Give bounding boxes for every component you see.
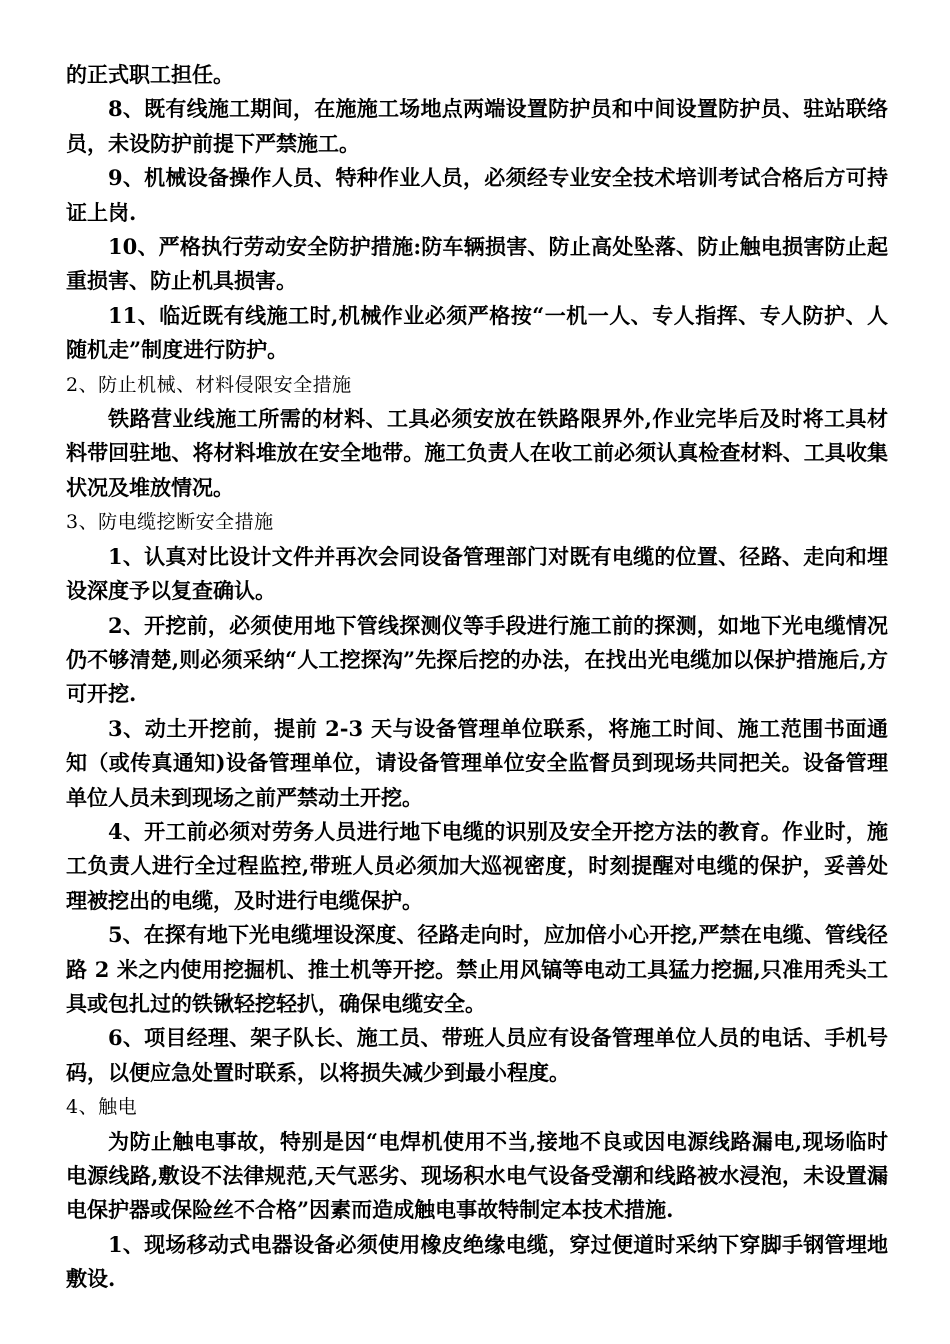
paragraph-cable-6: 6、项目经理、架子队长、施工员、带班人员应有设备管理单位人员的电话、手机号码，以便应急处置时联系，以将损失减少到最小程度。 — [66, 1025, 888, 1085]
paragraph-cable-1: 1、认真对比设计文件并再次会同设备管理部门对既有电缆的位置、径路、走向和埋设深度予以复查确认。 — [66, 543, 888, 604]
paragraph-electric-1: 1、现场移动式电器设备必须使用橡皮绝缘电缆，穿过便道时采纳下穿脚手钢管埋地敷设. — [66, 1231, 888, 1292]
section-heading-4: 4、触电 — [66, 1096, 138, 1119]
section-heading-2: 2、防止机械、材料侵限安全措施 — [66, 373, 352, 396]
paragraph-cable-4: 4、开工前必须对劳务人员进行地下电缆的识别及安全开挖方法的教育。作业时，施工负责人进行全过程监控,带班人员必须加大巡视密度，时刻提醒对电缆的保护，妥善处理被挖出的电缆，及时进行电缆保护。 — [66, 818, 888, 913]
paragraph-cable-5: 5、在探有地下光电缆埋设深度、径路走向时，应加倍小心开挖,严禁在电缆、管线径路 2 米之内使用挖掘机、推土机等开挖。禁止用风镐等电动工具猛力挖掘,只准用秃头工具或包扎过的铁锹轻挖轻扒，确保电缆安全。 — [66, 922, 888, 1016]
paragraph-cable-2: 2、开挖前，必须使用地下管线探测仪等手段进行施工前的探测，如地下光电缆情况仍不够清楚,则必须采纳“人工挖探沟”先探后挖的办法，在找出光电缆加以保护措施后,方可开挖. — [66, 612, 888, 707]
paragraph-materials: 铁路营业线施工所需的材料、工具必须安放在铁路限界外,作业完毕后及时将工具材料带回驻地、将材料堆放在安全地带。施工负责人在收工前必须认真检查材料、工具收集状况及堆放情况。 — [66, 406, 888, 500]
paragraph-cable-3: 3、动土开挖前，提前 2-3 天与设备管理单位联系，将施工时间、施工范围书面通知（或传真通知)设备管理单位，请设备管理单位安全监督员到现场共同把关。设备管理单位人员未到现场之前严禁动土开挖。 — [66, 715, 888, 810]
paragraph-item-11: 11、临近既有线施工时,机械作业必须严格按“一机一人、专人指挥、专人防护、人随机走”制度进行防护。 — [66, 302, 888, 363]
paragraph-item-10: 10、严格执行劳动安全防护措施:防车辆损害、防止高处坠落、防止触电损害防止起重损害、防止机具损害。 — [66, 234, 888, 294]
paragraph-continuation: 的正式职工担任。 — [66, 62, 234, 87]
paragraph-item-8: 8、既有线施工期间，在施施工场地点两端设置防护员和中间设置防护员、驻站联络员，未设防护前提下严禁施工。 — [66, 96, 888, 156]
paragraph-item-9: 9、机械设备操作人员、特种作业人员，必须经专业安全技术培训考试合格后方可持证上岗. — [66, 165, 888, 225]
section-heading-3: 3、防电缆挖断安全措施 — [66, 511, 274, 534]
paragraph-electric-intro: 为防止触电事故，特别是因“电焊机使用不当,接地不良或因电源线路漏电,现场临时电源线路,敷设不法律规范,天气恶劣、现场积水电气设备受潮和线路被水浸泡，未设置漏电保护器或保险丝不合格”因素而造成触电事故特制定本技术措施. — [66, 1128, 888, 1223]
